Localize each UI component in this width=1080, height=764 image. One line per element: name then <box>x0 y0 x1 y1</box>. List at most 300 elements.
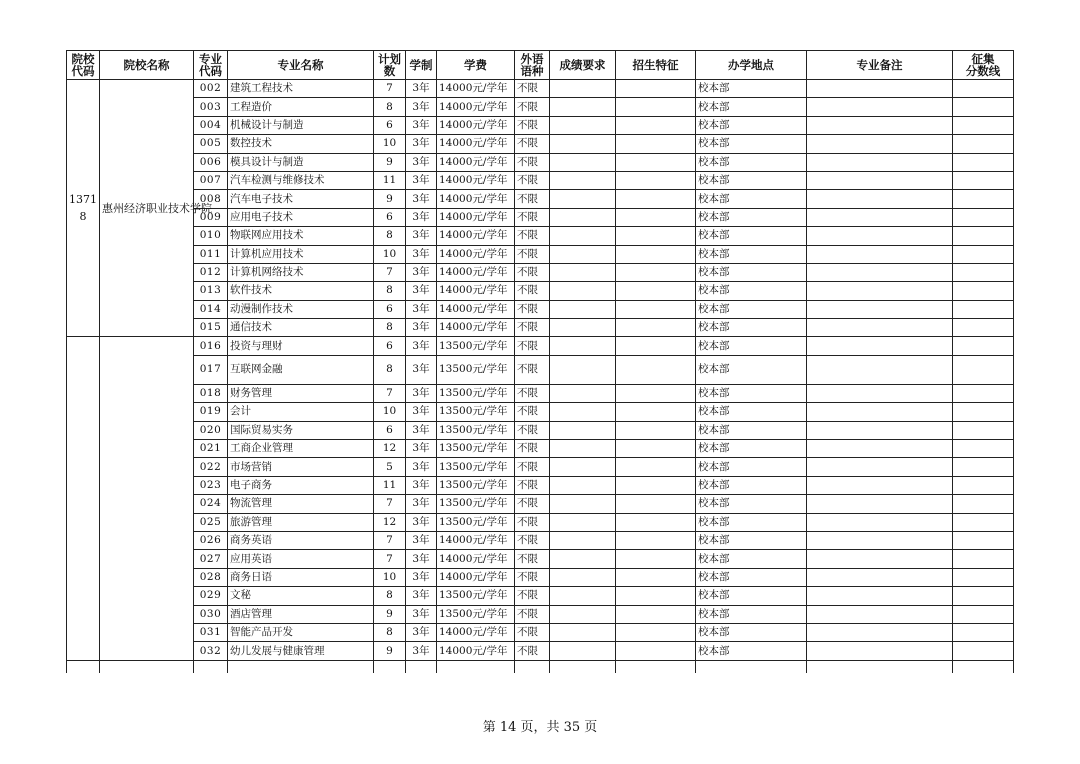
remarks-cell <box>807 208 953 226</box>
score-req-cell <box>550 190 616 208</box>
major-name-cell: 互联网金融 <box>228 355 374 384</box>
table-row <box>67 300 1014 318</box>
duration-cell: 3年 <box>406 642 437 660</box>
duration-cell: 3年 <box>406 587 437 605</box>
remarks-cell <box>807 421 953 439</box>
language-cell: 不限 <box>515 337 550 355</box>
language-cell: 不限 <box>515 568 550 586</box>
cutoff-cell <box>953 421 1014 439</box>
table-row <box>67 190 1014 208</box>
table-row <box>67 623 1014 641</box>
fee-cell: 14000元/学年 <box>437 116 515 134</box>
score-req-cell <box>550 135 616 153</box>
header-cutoff <box>953 51 1014 80</box>
major-name-cell: 旅游管理 <box>228 513 374 531</box>
plan-count-cell: 9 <box>374 153 406 171</box>
table-row <box>67 263 1014 281</box>
location-cell: 校本部 <box>696 587 807 605</box>
duration-cell: 3年 <box>406 190 437 208</box>
location-cell: 校本部 <box>696 282 807 300</box>
remarks-cell <box>807 337 953 355</box>
score-req-cell <box>550 98 616 116</box>
location-cell: 校本部 <box>696 171 807 189</box>
duration-cell: 3年 <box>406 319 437 337</box>
location-cell: 校本部 <box>696 227 807 245</box>
location-cell: 校本部 <box>696 208 807 226</box>
language-cell: 不限 <box>515 319 550 337</box>
score-req-cell <box>550 623 616 641</box>
table-row <box>67 171 1014 189</box>
plan-count-cell: 7 <box>374 495 406 513</box>
table-row <box>67 605 1014 623</box>
remarks-cell <box>807 300 953 318</box>
table-row <box>67 116 1014 134</box>
plan-count-cell: 7 <box>374 263 406 281</box>
plan-count-cell: 10 <box>374 403 406 421</box>
cutoff-cell <box>953 550 1014 568</box>
cutoff-cell <box>953 135 1014 153</box>
score-req-cell <box>550 587 616 605</box>
major-name-cell: 物流管理 <box>228 495 374 513</box>
location-cell: 校本部 <box>696 568 807 586</box>
remarks-cell <box>807 282 953 300</box>
major-code-cell: 022 <box>194 458 228 476</box>
major-code-cell: 031 <box>194 623 228 641</box>
features-cell <box>616 153 696 171</box>
remarks-cell <box>807 605 953 623</box>
features-cell <box>616 337 696 355</box>
language-cell: 不限 <box>515 171 550 189</box>
features-cell <box>616 458 696 476</box>
fee-cell: 14000元/学年 <box>437 550 515 568</box>
table-row <box>67 568 1014 586</box>
remarks-cell <box>807 153 953 171</box>
duration-cell: 3年 <box>406 421 437 439</box>
header-remarks: 专业备注 <box>807 51 953 80</box>
language-cell: 不限 <box>515 421 550 439</box>
features-cell <box>616 476 696 494</box>
location-cell: 校本部 <box>696 153 807 171</box>
language-cell: 不限 <box>515 227 550 245</box>
duration-cell: 3年 <box>406 355 437 384</box>
major-name-cell: 文秘 <box>228 587 374 605</box>
duration-cell: 3年 <box>406 245 437 263</box>
location-cell: 校本部 <box>696 190 807 208</box>
major-code-cell: 004 <box>194 116 228 134</box>
plan-count-cell: 8 <box>374 319 406 337</box>
language-cell: 不限 <box>515 190 550 208</box>
duration-cell: 3年 <box>406 282 437 300</box>
plan-count-cell: 8 <box>374 227 406 245</box>
major-name-cell: 建筑工程技术 <box>228 80 374 98</box>
admissions-table <box>66 50 1014 673</box>
major-name-cell: 应用英语 <box>228 550 374 568</box>
duration-cell: 3年 <box>406 550 437 568</box>
table-row <box>67 440 1014 458</box>
score-req-cell <box>550 245 616 263</box>
location-cell: 校本部 <box>696 550 807 568</box>
empty-cell <box>100 660 194 673</box>
table-body <box>67 80 1014 673</box>
location-cell: 校本部 <box>696 135 807 153</box>
major-name-cell: 智能产品开发 <box>228 623 374 641</box>
score-req-cell <box>550 421 616 439</box>
features-cell <box>616 587 696 605</box>
header-plan <box>374 51 406 80</box>
features-cell <box>616 245 696 263</box>
major-name-cell: 机械设计与制造 <box>228 116 374 134</box>
table-row <box>67 587 1014 605</box>
features-cell <box>616 98 696 116</box>
features-cell <box>616 208 696 226</box>
major-name-cell: 幼儿发展与健康管理 <box>228 642 374 660</box>
table-row <box>67 80 1014 98</box>
major-name-cell: 汽车电子技术 <box>228 190 374 208</box>
duration-cell: 3年 <box>406 495 437 513</box>
table-row <box>67 384 1014 402</box>
features-cell <box>616 440 696 458</box>
plan-count-cell: 9 <box>374 605 406 623</box>
features-cell <box>616 605 696 623</box>
duration-cell: 3年 <box>406 300 437 318</box>
plan-count-cell: 10 <box>374 245 406 263</box>
table-row <box>67 513 1014 531</box>
score-req-cell <box>550 531 616 549</box>
score-req-cell <box>550 384 616 402</box>
score-req-cell <box>550 337 616 355</box>
plan-count-cell: 6 <box>374 337 406 355</box>
cutoff-cell <box>953 116 1014 134</box>
score-req-cell <box>550 476 616 494</box>
duration-cell: 3年 <box>406 116 437 134</box>
features-cell <box>616 421 696 439</box>
header-inst-code-text: 院校 代码 <box>71 52 95 78</box>
fee-cell: 13500元/学年 <box>437 440 515 458</box>
fee-cell: 14000元/学年 <box>437 80 515 98</box>
duration-cell: 3年 <box>406 384 437 402</box>
features-cell <box>616 80 696 98</box>
table-row-cutoff <box>67 660 1014 673</box>
major-code-cell: 012 <box>194 263 228 281</box>
plan-count-cell: 11 <box>374 171 406 189</box>
empty-cell <box>406 660 437 673</box>
cutoff-cell <box>953 458 1014 476</box>
remarks-cell <box>807 513 953 531</box>
major-name-cell: 汽车检测与维修技术 <box>228 171 374 189</box>
plan-count-cell: 7 <box>374 550 406 568</box>
plan-count-cell: 10 <box>374 135 406 153</box>
remarks-cell <box>807 587 953 605</box>
remarks-cell <box>807 355 953 384</box>
empty-cell <box>616 660 696 673</box>
fee-cell: 13500元/学年 <box>437 587 515 605</box>
language-cell: 不限 <box>515 384 550 402</box>
plan-count-cell: 8 <box>374 282 406 300</box>
major-name-cell: 市场营销 <box>228 458 374 476</box>
plan-count-cell: 8 <box>374 587 406 605</box>
table-row <box>67 458 1014 476</box>
remarks-cell <box>807 550 953 568</box>
language-cell: 不限 <box>515 623 550 641</box>
location-cell: 校本部 <box>696 319 807 337</box>
fee-cell: 14000元/学年 <box>437 282 515 300</box>
major-code-cell: 006 <box>194 153 228 171</box>
remarks-cell <box>807 263 953 281</box>
fee-cell: 14000元/学年 <box>437 642 515 660</box>
cutoff-cell <box>953 208 1014 226</box>
remarks-cell <box>807 440 953 458</box>
score-req-cell <box>550 171 616 189</box>
language-cell: 不限 <box>515 282 550 300</box>
header-score-req: 成绩要求 <box>550 51 616 80</box>
header-major-code-text: 专业 代码 <box>199 52 222 78</box>
features-cell <box>616 495 696 513</box>
major-name-cell: 酒店管理 <box>228 605 374 623</box>
table-row <box>67 227 1014 245</box>
fee-cell: 14000元/学年 <box>437 245 515 263</box>
location-cell: 校本部 <box>696 476 807 494</box>
cutoff-cell <box>953 587 1014 605</box>
cutoff-cell <box>953 245 1014 263</box>
plan-count-cell: 8 <box>374 623 406 641</box>
empty-cell <box>550 660 616 673</box>
cutoff-cell <box>953 476 1014 494</box>
table-row <box>67 403 1014 421</box>
features-cell <box>616 116 696 134</box>
cutoff-cell <box>953 190 1014 208</box>
language-cell: 不限 <box>515 440 550 458</box>
features-cell <box>616 568 696 586</box>
remarks-cell <box>807 531 953 549</box>
cutoff-cell <box>953 642 1014 660</box>
fee-cell: 14000元/学年 <box>437 98 515 116</box>
duration-cell: 3年 <box>406 153 437 171</box>
empty-cell <box>953 660 1014 673</box>
fee-cell: 13500元/学年 <box>437 605 515 623</box>
fee-cell: 13500元/学年 <box>437 476 515 494</box>
table-row <box>67 153 1014 171</box>
major-code-cell: 013 <box>194 282 228 300</box>
remarks-cell <box>807 384 953 402</box>
remarks-cell <box>807 135 953 153</box>
header-duration: 学制 <box>406 51 437 80</box>
major-code-cell: 021 <box>194 440 228 458</box>
location-cell: 校本部 <box>696 642 807 660</box>
cutoff-cell <box>953 531 1014 549</box>
major-code-cell: 007 <box>194 171 228 189</box>
cutoff-cell <box>953 263 1014 281</box>
major-code-cell: 008 <box>194 190 228 208</box>
empty-cell <box>228 660 374 673</box>
score-req-cell <box>550 116 616 134</box>
features-cell <box>616 355 696 384</box>
duration-cell: 3年 <box>406 531 437 549</box>
remarks-cell <box>807 458 953 476</box>
features-cell <box>616 190 696 208</box>
location-cell: 校本部 <box>696 337 807 355</box>
duration-cell: 3年 <box>406 171 437 189</box>
major-name-cell: 商务英语 <box>228 531 374 549</box>
header-row <box>67 51 1014 80</box>
remarks-cell <box>807 190 953 208</box>
remarks-cell <box>807 98 953 116</box>
major-code-cell: 020 <box>194 421 228 439</box>
features-cell <box>616 403 696 421</box>
table-row <box>67 208 1014 226</box>
header-lang <box>515 51 550 80</box>
features-cell <box>616 513 696 531</box>
features-cell <box>616 623 696 641</box>
duration-cell: 3年 <box>406 458 437 476</box>
features-cell <box>616 282 696 300</box>
cutoff-cell <box>953 98 1014 116</box>
location-cell: 校本部 <box>696 80 807 98</box>
cutoff-cell <box>953 227 1014 245</box>
duration-cell: 3年 <box>406 623 437 641</box>
table-row <box>67 282 1014 300</box>
plan-count-cell: 10 <box>374 568 406 586</box>
language-cell: 不限 <box>515 355 550 384</box>
language-cell: 不限 <box>515 495 550 513</box>
major-name-cell: 物联网应用技术 <box>228 227 374 245</box>
language-cell: 不限 <box>515 116 550 134</box>
page-footer: 第 14 页，共 35 页 <box>482 720 598 735</box>
language-cell: 不限 <box>515 245 550 263</box>
institution-code-cell: 1371 8 <box>67 80 100 337</box>
location-cell: 校本部 <box>696 403 807 421</box>
duration-cell: 3年 <box>406 605 437 623</box>
location-cell: 校本部 <box>696 513 807 531</box>
duration-cell: 3年 <box>406 568 437 586</box>
table-row <box>67 135 1014 153</box>
score-req-cell <box>550 80 616 98</box>
duration-cell: 3年 <box>406 476 437 494</box>
language-cell: 不限 <box>515 531 550 549</box>
major-code-cell: 005 <box>194 135 228 153</box>
score-req-cell <box>550 568 616 586</box>
empty-cell <box>437 660 515 673</box>
cutoff-cell <box>953 319 1014 337</box>
major-name-cell: 软件技术 <box>228 282 374 300</box>
fee-cell: 13500元/学年 <box>437 337 515 355</box>
fee-cell: 13500元/学年 <box>437 458 515 476</box>
major-name-cell: 电子商务 <box>228 476 374 494</box>
language-cell: 不限 <box>515 135 550 153</box>
plan-count-cell: 6 <box>374 208 406 226</box>
location-cell: 校本部 <box>696 623 807 641</box>
location-cell: 校本部 <box>696 605 807 623</box>
language-cell: 不限 <box>515 80 550 98</box>
remarks-cell <box>807 476 953 494</box>
remarks-cell <box>807 116 953 134</box>
major-code-cell: 010 <box>194 227 228 245</box>
location-cell: 校本部 <box>696 116 807 134</box>
features-cell <box>616 227 696 245</box>
institution-name-cell <box>100 337 194 660</box>
location-cell: 校本部 <box>696 245 807 263</box>
language-cell: 不限 <box>515 458 550 476</box>
fee-cell: 14000元/学年 <box>437 531 515 549</box>
fee-cell: 14000元/学年 <box>437 208 515 226</box>
language-cell: 不限 <box>515 605 550 623</box>
header-major-name: 专业名称 <box>228 51 374 80</box>
duration-cell: 3年 <box>406 513 437 531</box>
location-cell: 校本部 <box>696 98 807 116</box>
header-plan-text: 计划 数 <box>378 52 401 78</box>
cutoff-cell <box>953 513 1014 531</box>
major-code-cell: 011 <box>194 245 228 263</box>
fee-cell: 14000元/学年 <box>437 171 515 189</box>
empty-cell <box>374 660 406 673</box>
header-inst-code <box>67 51 100 80</box>
cutoff-cell <box>953 355 1014 384</box>
fee-cell: 14000元/学年 <box>437 319 515 337</box>
plan-count-cell: 6 <box>374 300 406 318</box>
header-major-code <box>194 51 228 80</box>
language-cell: 不限 <box>515 98 550 116</box>
major-code-cell: 023 <box>194 476 228 494</box>
table-row <box>67 355 1014 384</box>
major-name-cell: 国际贸易实务 <box>228 421 374 439</box>
fee-cell: 14000元/学年 <box>437 623 515 641</box>
empty-cell <box>807 660 953 673</box>
major-name-cell: 会计 <box>228 403 374 421</box>
score-req-cell <box>550 319 616 337</box>
major-name-cell: 计算机应用技术 <box>228 245 374 263</box>
cutoff-cell <box>953 440 1014 458</box>
location-cell: 校本部 <box>696 384 807 402</box>
language-cell: 不限 <box>515 208 550 226</box>
major-code-cell: 029 <box>194 587 228 605</box>
header-features: 招生特征 <box>616 51 696 80</box>
score-req-cell <box>550 153 616 171</box>
major-code-cell: 030 <box>194 605 228 623</box>
cutoff-cell <box>953 568 1014 586</box>
table-row <box>67 337 1014 355</box>
table-row <box>67 319 1014 337</box>
major-code-cell: 015 <box>194 319 228 337</box>
location-cell: 校本部 <box>696 531 807 549</box>
location-cell: 校本部 <box>696 300 807 318</box>
duration-cell: 3年 <box>406 440 437 458</box>
location-cell: 校本部 <box>696 458 807 476</box>
score-req-cell <box>550 355 616 384</box>
score-req-cell <box>550 282 616 300</box>
remarks-cell <box>807 642 953 660</box>
fee-cell: 14000元/学年 <box>437 190 515 208</box>
remarks-cell <box>807 568 953 586</box>
language-cell: 不限 <box>515 476 550 494</box>
table-row <box>67 642 1014 660</box>
header-location: 办学地点 <box>696 51 807 80</box>
major-name-cell: 模具设计与制造 <box>228 153 374 171</box>
score-req-cell <box>550 440 616 458</box>
language-cell: 不限 <box>515 642 550 660</box>
fee-cell: 14000元/学年 <box>437 568 515 586</box>
duration-cell: 3年 <box>406 80 437 98</box>
score-req-cell <box>550 458 616 476</box>
plan-count-cell: 6 <box>374 116 406 134</box>
features-cell <box>616 171 696 189</box>
cutoff-cell <box>953 282 1014 300</box>
plan-count-cell: 5 <box>374 458 406 476</box>
major-code-cell: 009 <box>194 208 228 226</box>
cutoff-cell <box>953 337 1014 355</box>
empty-cell <box>194 660 228 673</box>
header-cutoff-text: 征集 分数线 <box>965 52 1001 78</box>
language-cell: 不限 <box>515 300 550 318</box>
major-code-cell: 028 <box>194 568 228 586</box>
